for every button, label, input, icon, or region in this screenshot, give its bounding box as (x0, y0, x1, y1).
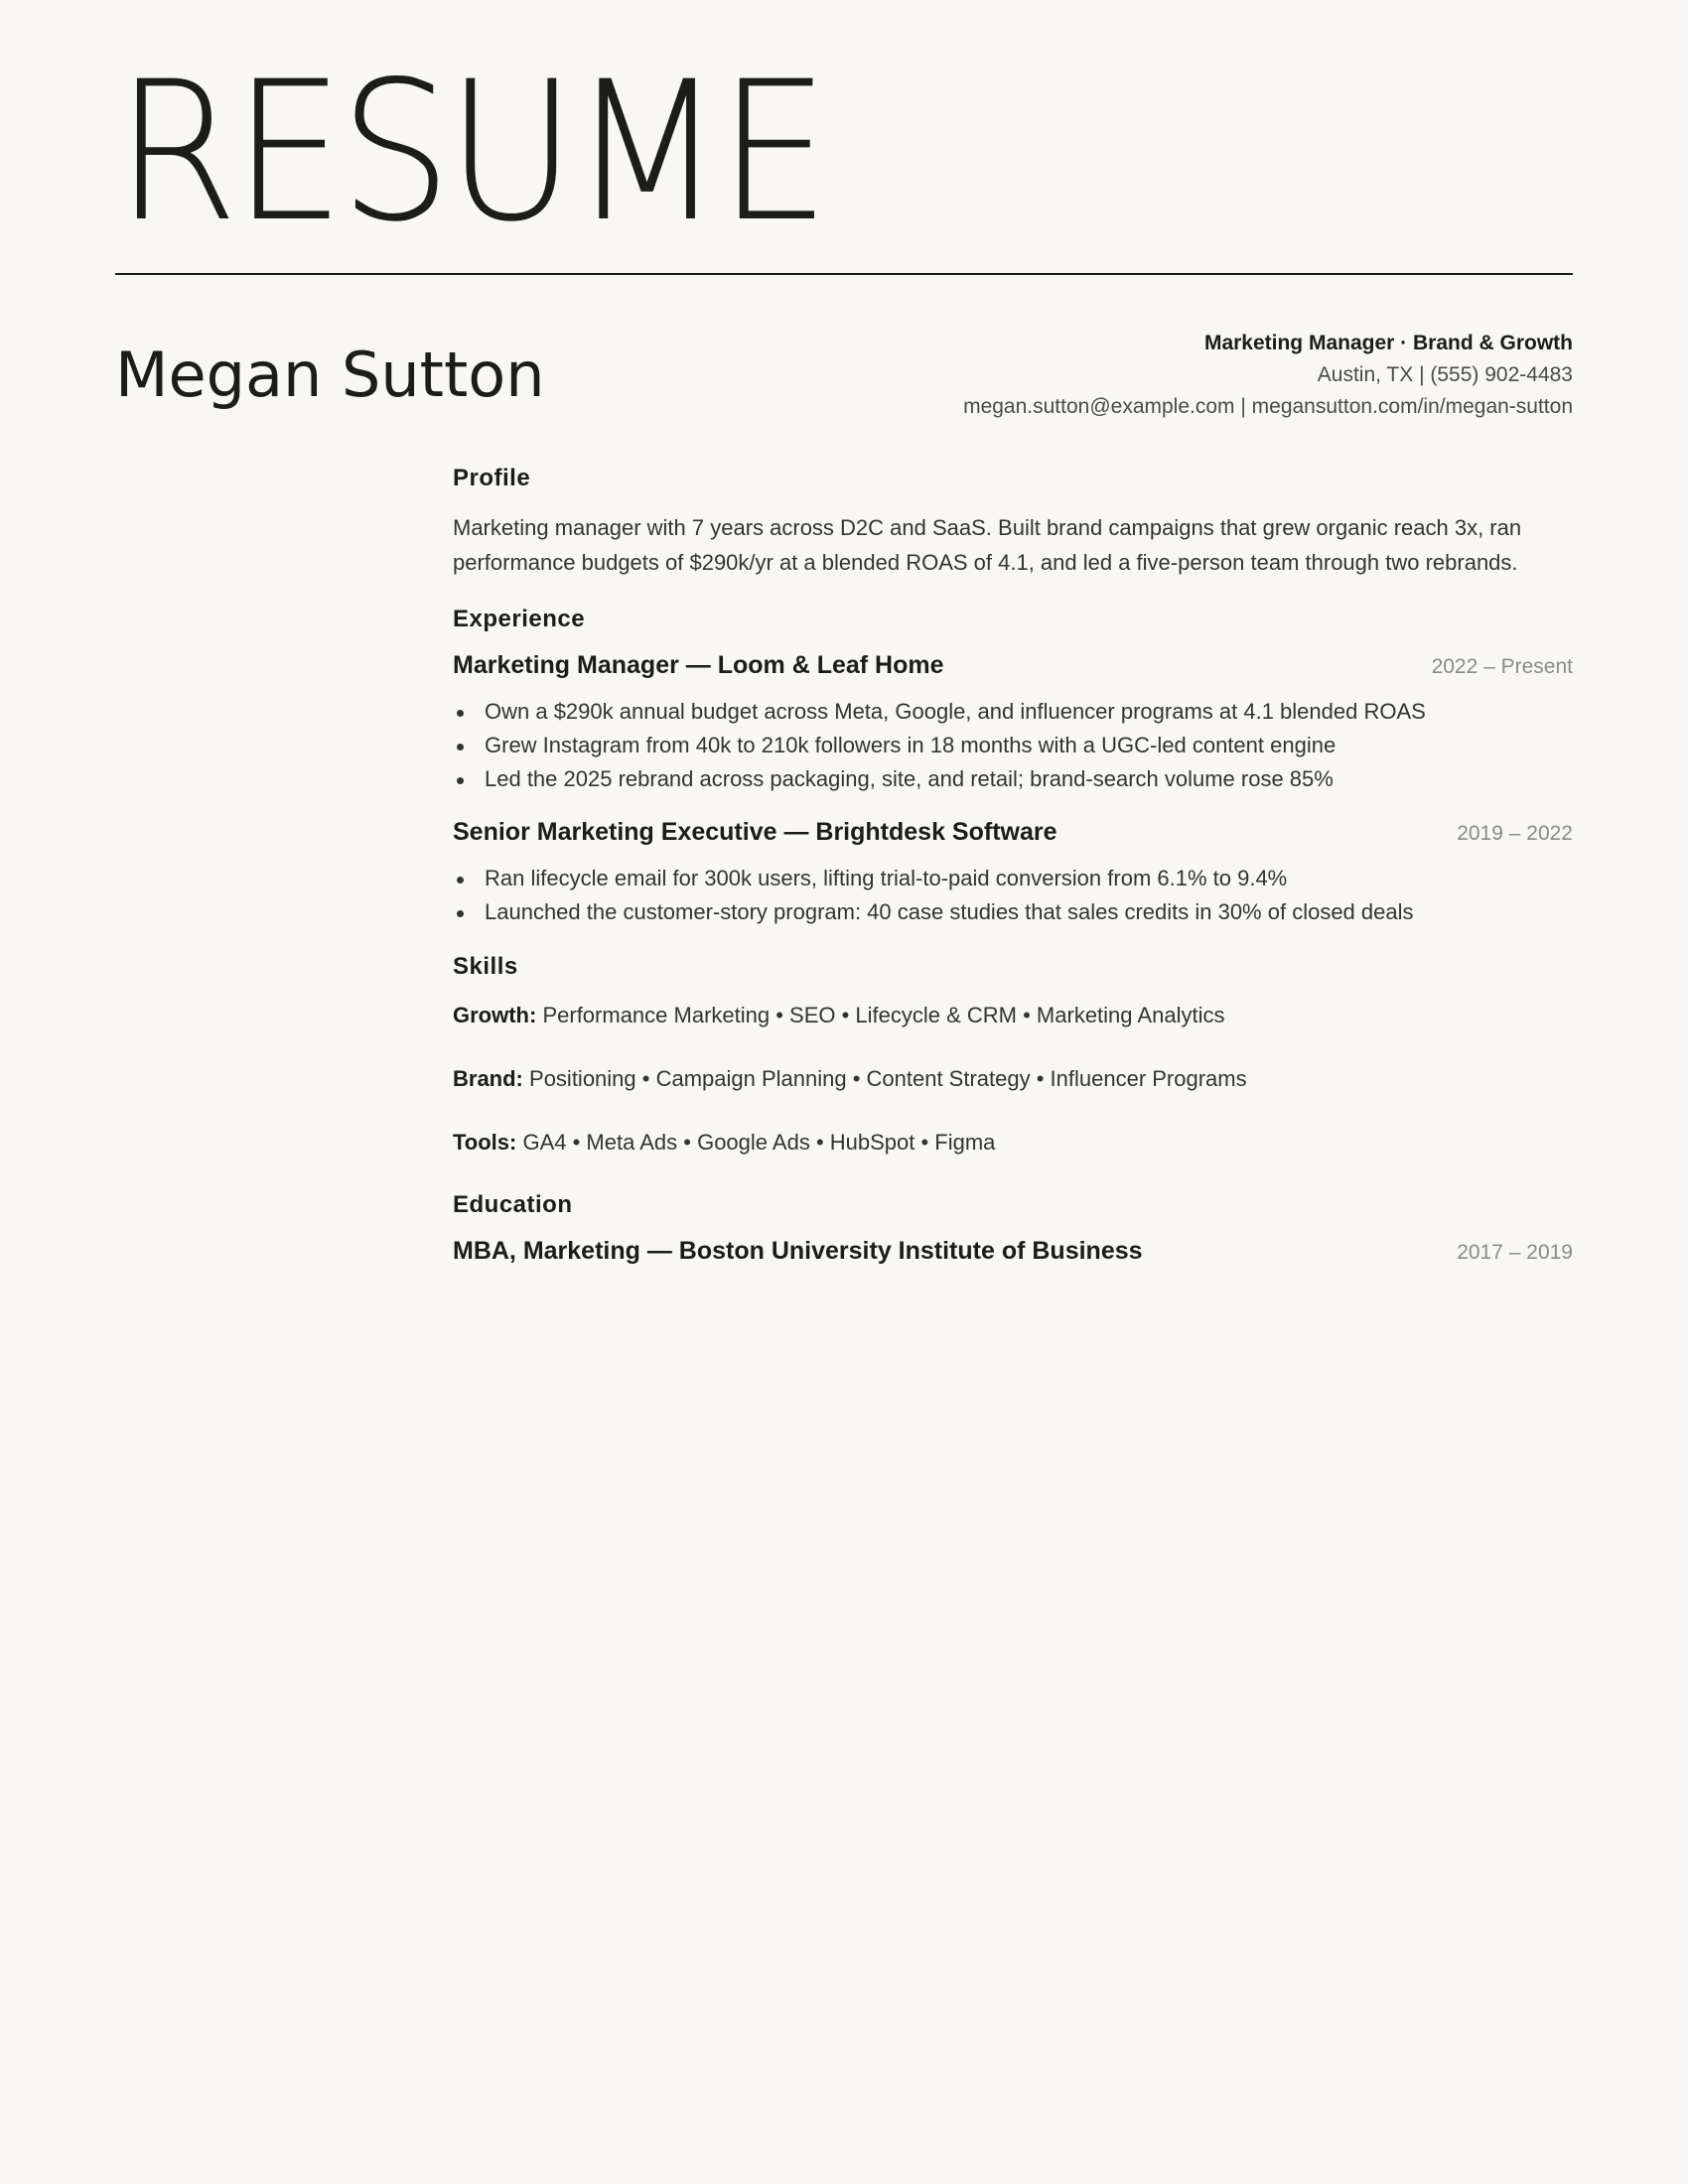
job-title: Marketing Manager — Loom & Leaf Home (453, 651, 944, 679)
skill-group-items: Performance Marketing • SEO • Lifecycle & CRM • Marketing Analytics (542, 1003, 1225, 1027)
email-website: megan.sutton@example.com | megansutton.com/in/megan-sutton (963, 395, 1573, 418)
job-bullet: Grew Instagram from 40k to 210k followers in 18 months with a UGC-led content engine (453, 729, 1573, 762)
job-bullets (453, 862, 1573, 929)
candidate-name: Megan Sutton (115, 339, 545, 411)
job-header (453, 651, 1573, 689)
job-bullet: Ran lifecycle email for 300k users, lifting trial-to-paid conversion from 6.1% to 9.4% (453, 862, 1573, 895)
skill-group (453, 1126, 1573, 1160)
resume-title: RESUME (115, 40, 825, 264)
education-dates: 2017 – 2019 (1457, 1241, 1573, 1264)
header-divider (115, 273, 1573, 275)
skill-group-items: Positioning • Campaign Planning • Content Strategy • Influencer Programs (529, 1066, 1247, 1091)
skill-group (453, 999, 1573, 1032)
profile-text: Marketing manager with 7 years across D2C and SaaS. Built brand campaigns that grew organic reach 3x, ran performance budgets of $290k/yr at a blended ROAS of 4.1, and led a five-person team through two rebrands. (453, 515, 1522, 575)
skill-group (453, 1062, 1573, 1096)
location-phone: Austin, TX | (555) 902-4483 (1317, 363, 1573, 386)
skill-group-items: GA4 • Meta Ads • Google Ads • HubSpot • Figma (522, 1130, 996, 1155)
skill-group-label: Tools: (453, 1130, 517, 1155)
degree-title: MBA, Marketing — Boston University Institute of Business (453, 1237, 1143, 1265)
skill-group-label: Growth: (453, 1003, 537, 1027)
job-title: Senior Marketing Executive — Brightdesk Software (453, 818, 1057, 846)
experience-section (453, 604, 1573, 929)
section-heading-profile: Profile (453, 465, 531, 491)
job-dates: 2019 – 2022 (1457, 822, 1573, 845)
skills-section (453, 951, 1573, 1160)
job-bullet: Own a $290k annual budget across Meta, Google, and influencer programs at 4.1 blended ROAS (453, 695, 1573, 729)
education-section (453, 1189, 1573, 1275)
job-bullet: Led the 2025 rebrand across packaging, site, and retail; brand-search volume rose 85% (453, 762, 1573, 796)
job-entry (453, 818, 1573, 929)
section-heading-experience: Experience (453, 606, 586, 632)
profile-section (453, 463, 1573, 580)
job-bullets (453, 695, 1573, 796)
main-content (453, 463, 1573, 1275)
skill-group-label: Brand: (453, 1066, 523, 1091)
education-entry (453, 1237, 1573, 1275)
job-entry (453, 651, 1573, 796)
section-heading-education: Education (453, 1191, 573, 1218)
contact-block (963, 328, 1573, 423)
job-header (453, 818, 1573, 856)
job-role: Marketing Manager · Brand & Growth (1203, 332, 1573, 354)
section-heading-skills: Skills (453, 953, 518, 980)
job-dates: 2022 – Present (1431, 655, 1573, 678)
job-bullet: Launched the customer-story program: 40 case studies that sales credits in 30% of closed deals (453, 895, 1573, 929)
